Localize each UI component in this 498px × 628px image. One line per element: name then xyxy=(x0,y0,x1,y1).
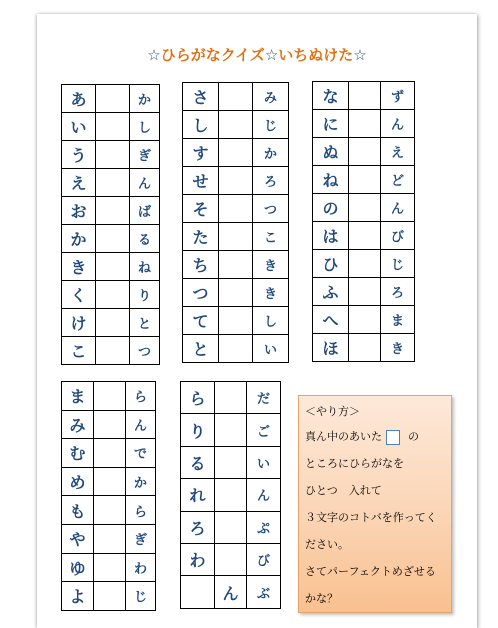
grid-row xyxy=(62,197,160,225)
last-kana-cell: か xyxy=(130,85,160,113)
grid-row xyxy=(62,496,156,525)
first-kana-cell: れ xyxy=(181,479,215,511)
blank-answer-cell[interactable] xyxy=(94,439,126,468)
first-kana-cell: せ xyxy=(183,167,219,195)
grid-row xyxy=(62,225,160,253)
grid-row xyxy=(181,446,281,478)
last-kana-cell: ら xyxy=(126,382,156,411)
last-kana-cell: で xyxy=(126,439,156,468)
last-kana-cell: き xyxy=(253,279,289,307)
blank-answer-cell[interactable] xyxy=(349,222,381,250)
instructions-line: ３文字のコトバを作ってく xyxy=(305,511,437,524)
last-kana-cell: ま xyxy=(381,306,415,334)
last-kana-cell: み xyxy=(253,83,289,111)
grid-row xyxy=(183,279,289,307)
last-kana-cell: ぎ xyxy=(126,524,156,553)
grid-row xyxy=(62,281,160,309)
blank-answer-cell[interactable] xyxy=(219,307,253,335)
first-kana-cell: く xyxy=(62,281,96,309)
last-kana-cell: つ xyxy=(253,195,289,223)
blank-answer-cell[interactable] xyxy=(215,479,247,511)
first-kana-cell: ぬ xyxy=(313,138,349,166)
grid-row xyxy=(62,113,160,141)
grid-row xyxy=(62,439,156,468)
quiz-grid-ra-column xyxy=(180,381,281,609)
last-kana-cell: ん xyxy=(126,410,156,439)
blank-answer-cell[interactable] xyxy=(96,225,130,253)
instructions-line: ださい。 xyxy=(305,538,349,551)
first-kana-cell: し xyxy=(183,111,219,139)
first-kana-cell: た xyxy=(183,223,219,251)
blank-answer-cell[interactable] xyxy=(94,382,126,411)
grid-row xyxy=(181,543,281,575)
last-kana-cell: じ xyxy=(381,250,415,278)
empty-box-icon xyxy=(386,430,400,445)
blank-answer-cell[interactable] xyxy=(94,524,126,553)
grid-row xyxy=(181,479,281,511)
quiz-grid-sa-column xyxy=(182,82,289,363)
last-kana-cell: え xyxy=(381,138,415,166)
instructions-box xyxy=(298,395,452,613)
first-kana-cell: え xyxy=(62,169,96,197)
grid-row xyxy=(62,410,156,439)
blank-answer-cell[interactable] xyxy=(349,278,381,306)
blank-answer-cell[interactable] xyxy=(94,582,126,611)
blank-answer-cell[interactable] xyxy=(215,382,247,414)
blank-answer-cell[interactable] xyxy=(96,169,130,197)
grid-row xyxy=(62,141,160,169)
last-kana-cell: ん xyxy=(130,169,160,197)
grid-row xyxy=(313,222,415,250)
first-kana-cell: や xyxy=(62,524,94,553)
last-kana-cell: し xyxy=(130,113,160,141)
blank-answer-cell[interactable] xyxy=(96,113,130,141)
first-kana-cell: ほ xyxy=(313,334,349,362)
grid-row xyxy=(62,309,160,337)
blank-answer-cell[interactable] xyxy=(349,82,381,110)
last-kana-cell: ん xyxy=(247,479,281,511)
first-kana-cell: ね xyxy=(313,166,349,194)
first-kana-cell: む xyxy=(62,439,94,468)
blank-answer-cell[interactable] xyxy=(219,279,253,307)
grid-row xyxy=(183,167,289,195)
quiz-grid-ma-column xyxy=(61,381,156,611)
last-kana-cell: ろ xyxy=(381,278,415,306)
grid-row xyxy=(62,85,160,113)
grid-row xyxy=(183,139,289,167)
last-kana-cell: し xyxy=(253,307,289,335)
blank-answer-cell[interactable] xyxy=(349,166,381,194)
last-kana-cell: ん xyxy=(381,194,415,222)
grid-row xyxy=(62,169,160,197)
last-kana-cell: き xyxy=(253,251,289,279)
middle-kana-cell: ん xyxy=(215,576,247,608)
last-kana-cell: ん xyxy=(381,110,415,138)
grid-row xyxy=(313,82,415,110)
instructions-line: ところにひらがなを xyxy=(305,457,404,470)
first-kana-cell: は xyxy=(313,222,349,250)
grid-row xyxy=(313,138,415,166)
blank-answer-cell[interactable] xyxy=(96,309,130,337)
grid-row xyxy=(183,223,289,251)
first-kana-cell: こ xyxy=(62,337,96,365)
blank-answer-cell[interactable] xyxy=(215,446,247,478)
blank-answer-cell[interactable] xyxy=(94,467,126,496)
star-icon: ☆ xyxy=(264,46,279,64)
grid-row xyxy=(183,307,289,335)
first-kana-cell: か xyxy=(62,225,96,253)
first-kana-cell xyxy=(181,576,215,608)
first-kana-cell: さ xyxy=(183,83,219,111)
last-kana-cell: ど xyxy=(381,166,415,194)
last-kana-cell: か xyxy=(126,467,156,496)
blank-answer-cell[interactable] xyxy=(96,253,130,281)
last-kana-cell: ぶ xyxy=(247,576,281,608)
first-kana-cell: の xyxy=(313,194,349,222)
blank-answer-cell[interactable] xyxy=(349,334,381,362)
first-kana-cell: わ xyxy=(181,543,215,575)
grid-row xyxy=(62,553,156,582)
instructions-heading: ＜やり方＞ xyxy=(305,405,360,418)
title-text: ひらがなクイズ xyxy=(160,46,265,64)
first-kana-cell: め xyxy=(62,467,94,496)
last-kana-cell: き xyxy=(381,334,415,362)
last-kana-cell: ろ xyxy=(253,167,289,195)
blank-answer-cell[interactable] xyxy=(94,553,126,582)
star-icon: ☆ xyxy=(147,46,161,64)
first-kana-cell: て xyxy=(183,307,219,335)
first-kana-cell: も xyxy=(62,496,94,525)
grid-row xyxy=(62,524,156,553)
grid-row xyxy=(183,335,289,363)
grid-row xyxy=(62,382,156,411)
last-kana-cell: か xyxy=(253,139,289,167)
first-kana-cell: に xyxy=(313,110,349,138)
first-kana-cell: る xyxy=(181,446,215,478)
first-kana-cell: ち xyxy=(183,251,219,279)
grid-row xyxy=(181,576,281,608)
blank-answer-cell[interactable] xyxy=(219,223,253,251)
blank-answer-cell[interactable] xyxy=(94,410,126,439)
blank-answer-cell[interactable] xyxy=(219,195,253,223)
first-kana-cell: と xyxy=(183,335,219,363)
last-kana-cell: じ xyxy=(253,111,289,139)
blank-answer-cell[interactable] xyxy=(349,194,381,222)
grid-row xyxy=(62,253,160,281)
first-kana-cell: ま xyxy=(62,382,94,411)
first-kana-cell: ふ xyxy=(313,278,349,306)
last-kana-cell: ご xyxy=(247,414,281,446)
blank-answer-cell[interactable] xyxy=(219,251,253,279)
grid-row xyxy=(313,250,415,278)
first-kana-cell: ら xyxy=(181,382,215,414)
blank-answer-cell[interactable] xyxy=(349,306,381,334)
blank-answer-cell[interactable] xyxy=(96,197,130,225)
first-kana-cell: す xyxy=(183,139,219,167)
last-kana-cell: り xyxy=(130,281,160,309)
star-icon: ☆ xyxy=(353,46,367,64)
blank-answer-cell[interactable] xyxy=(94,496,126,525)
last-kana-cell: じ xyxy=(126,582,156,611)
blank-answer-cell[interactable] xyxy=(96,337,130,365)
blank-answer-cell[interactable] xyxy=(349,110,381,138)
instructions-line: ひとつ 入れて xyxy=(305,484,382,497)
last-kana-cell: だ xyxy=(247,382,281,414)
grid-row xyxy=(183,251,289,279)
blank-answer-cell[interactable] xyxy=(215,414,247,446)
first-kana-cell: よ xyxy=(62,582,94,611)
instructions-line: 真ん中のあいた の xyxy=(305,430,419,443)
instructions-line: さてパーフェクトめざせる xyxy=(305,565,436,578)
blank-answer-cell[interactable] xyxy=(96,85,130,113)
grid-row xyxy=(62,337,160,365)
grid-row xyxy=(62,467,156,496)
first-kana-cell: い xyxy=(62,113,96,141)
first-kana-cell: け xyxy=(62,309,96,337)
last-kana-cell: わ xyxy=(126,553,156,582)
blank-answer-cell[interactable] xyxy=(96,141,130,169)
last-kana-cell: い xyxy=(247,446,281,478)
last-kana-cell: ね xyxy=(130,253,160,281)
last-kana-cell: び xyxy=(381,222,415,250)
last-kana-cell: と xyxy=(130,309,160,337)
grid-row xyxy=(181,511,281,543)
first-kana-cell: つ xyxy=(183,279,219,307)
page-title xyxy=(37,44,477,65)
first-kana-cell: う xyxy=(62,141,96,169)
first-kana-cell: ひ xyxy=(313,250,349,278)
last-kana-cell: ら xyxy=(126,496,156,525)
blank-answer-cell[interactable] xyxy=(219,167,253,195)
first-kana-cell: り xyxy=(181,414,215,446)
last-kana-cell: ず xyxy=(381,82,415,110)
grid-row xyxy=(313,166,415,194)
grid-row xyxy=(183,195,289,223)
first-kana-cell: あ xyxy=(62,85,96,113)
first-kana-cell: な xyxy=(313,82,349,110)
last-kana-cell: ぷ xyxy=(247,511,281,543)
last-kana-cell: び xyxy=(247,543,281,575)
instructions-line: かな？ xyxy=(305,592,338,605)
grid-row xyxy=(181,382,281,414)
last-kana-cell: つ xyxy=(130,337,160,365)
first-kana-cell: み xyxy=(62,410,94,439)
last-kana-cell: ぎ xyxy=(130,141,160,169)
blank-answer-cell[interactable] xyxy=(349,138,381,166)
grid-row xyxy=(313,194,415,222)
grid-row xyxy=(313,110,415,138)
blank-answer-cell[interactable] xyxy=(349,250,381,278)
first-kana-cell: ゆ xyxy=(62,553,94,582)
title-text-2: いちぬけた xyxy=(278,46,354,64)
blank-answer-cell[interactable] xyxy=(219,139,253,167)
grid-row xyxy=(313,334,415,362)
blank-answer-cell[interactable] xyxy=(215,511,247,543)
blank-answer-cell[interactable] xyxy=(215,543,247,575)
first-kana-cell: ろ xyxy=(181,511,215,543)
first-kana-cell: へ xyxy=(313,306,349,334)
grid-row xyxy=(181,414,281,446)
first-kana-cell: お xyxy=(62,197,96,225)
first-kana-cell: き xyxy=(62,253,96,281)
last-kana-cell: る xyxy=(130,225,160,253)
blank-answer-cell[interactable] xyxy=(219,335,253,363)
grid-row xyxy=(62,582,156,611)
last-kana-cell: ば xyxy=(130,197,160,225)
first-kana-cell: そ xyxy=(183,195,219,223)
grid-row xyxy=(183,111,289,139)
blank-answer-cell[interactable] xyxy=(96,281,130,309)
grid-row xyxy=(313,278,415,306)
quiz-grid-a-column xyxy=(61,84,160,365)
last-kana-cell: こ xyxy=(253,223,289,251)
grid-row xyxy=(183,83,289,111)
blank-answer-cell[interactable] xyxy=(219,83,253,111)
blank-answer-cell[interactable] xyxy=(219,111,253,139)
quiz-grid-na-column xyxy=(312,81,415,362)
grid-row xyxy=(313,306,415,334)
last-kana-cell: い xyxy=(253,335,289,363)
